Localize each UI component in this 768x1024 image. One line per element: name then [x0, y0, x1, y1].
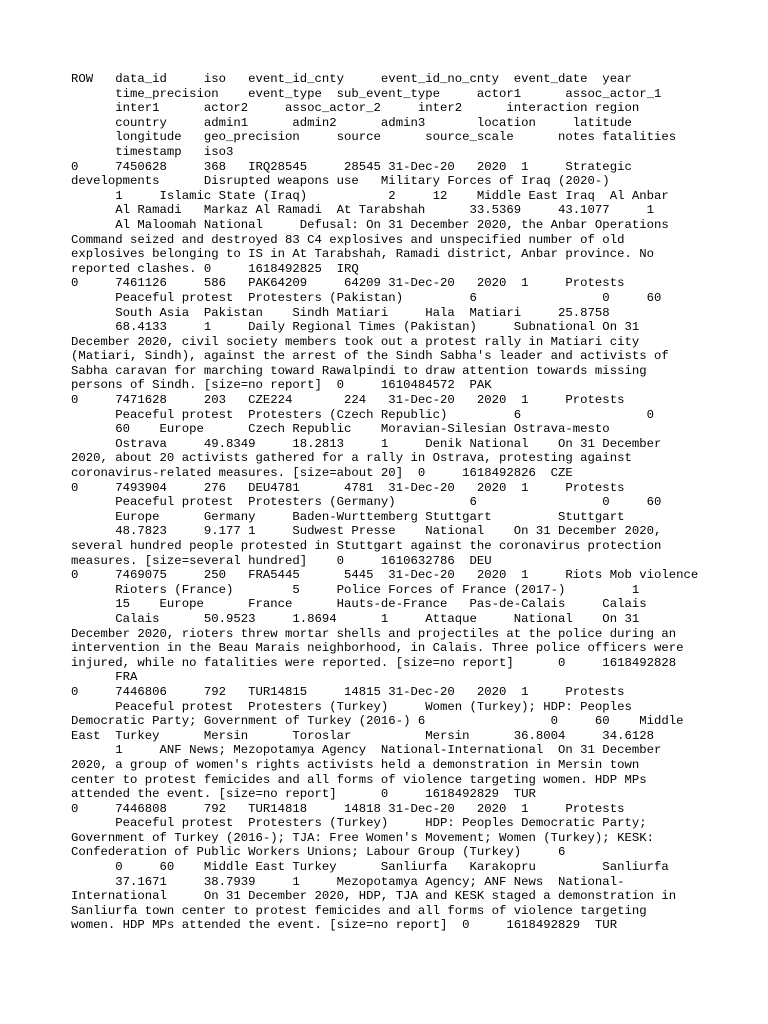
- text-line: East Turkey Mersin Toroslar Mersin 36.8004 34.6128: [71, 728, 654, 743]
- text-line: explosives belonging to IS in At Tarabshah, Ramadi district, Anbar province. No: [71, 247, 654, 262]
- text-line: several hundred people protested in Stuttgart against the coronavirus protection: [71, 539, 662, 553]
- text-line: Peaceful protest Protesters (Germany) 6 0 60: [71, 495, 662, 510]
- text-line: Peaceful protest Protesters (Pakistan) 6 0 60: [71, 290, 662, 305]
- text-line: December 2020, rioters threw mortar shells and projectiles at the police during an: [71, 626, 677, 641]
- text-line: Calais 50.9523 1.8694 1 Attaque National On 31: [71, 611, 640, 626]
- text-line: persons of Sindh. [size=no report] 0 1610484572 PAK: [71, 378, 492, 393]
- text-line: 0 7461126 586 PAK64209 64209 31-Dec-20 2020 1 Protests: [71, 276, 625, 291]
- text-line: 48.7823 9.177 1 Sudwest Presse National On 31 December 2020,: [71, 524, 662, 539]
- text-line: 2020, about 20 activists gathered for a rally in Ostrava, protesting against: [71, 451, 632, 466]
- text-line: Europe Germany Baden-Wurttemberg Stuttgart Stuttgart: [71, 509, 625, 524]
- text-line: Ostrava 49.8349 18.2813 1 Denik National On 31 December: [71, 436, 662, 451]
- text-line: 68.4133 1 Daily Regional Times (Pakistan) Subnational On 31: [71, 320, 640, 335]
- text-line: developments Disrupted weapons use Military Forces of Iraq (2020-): [71, 174, 610, 189]
- text-line: Peaceful protest Protesters (Turkey) Women (Turkey); HDP: Peoples: [71, 699, 632, 714]
- text-line: Al Maloomah National Defusal: On 31 December 2020, the Anbar Operations: [71, 217, 669, 232]
- text-line: Confederation of Public Workers Unions; Labour Group (Turkey) 6: [71, 845, 566, 860]
- text-line: 2020, a group of women's rights activists held a demonstration in Mersin town: [71, 757, 640, 772]
- text-line: Democratic Party; Government of Turkey (2016-) 6 0 60 Middle: [71, 714, 684, 729]
- text-line: timestamp iso3: [71, 144, 234, 159]
- text-line: 60 Europe Czech Republic Moravian-Silesian Ostrava-mesto: [71, 422, 610, 437]
- text-line: 15 Europe France Hauts-de-France Pas-de-Calais Calais: [71, 597, 647, 612]
- text-line: 0 7469075 250 FRA5445 5445 31-Dec-20 2020 1 Riots Mob violence: [71, 568, 699, 583]
- text-line: country admin1 admin2 admin3 location latitude: [71, 115, 632, 130]
- text-line: Rioters (France) 5 Police Forces of France (2017-) 1: [71, 582, 640, 597]
- text-line: attended the event. [size=no report] 0 1618492829 TUR: [71, 787, 536, 802]
- text-line: 1 ANF News; Mezopotamya Agency National-International On 31 December: [71, 743, 662, 758]
- text-line: time_precision event_type sub_event_type actor1 assoc_actor_1: [71, 86, 662, 101]
- document-body: [71, 72, 711, 933]
- text-line: Al Ramadi Markaz Al Ramadi At Tarabshah 33.5369 43.1077 1: [71, 203, 654, 218]
- text-line: FRA: [71, 670, 138, 685]
- text-line: injured, while no fatalities were reported. [size=no report] 0 1618492828: [71, 655, 677, 670]
- text-line: longitude geo_precision source source_scale notes fatalities: [71, 130, 677, 145]
- text-line: Peaceful protest Protesters (Turkey) HDP: Peoples Democratic Party;: [71, 816, 647, 831]
- text-line: (Matiari, Sindh), against the arrest of the Sindh Sabha's leader and activists of: [71, 349, 669, 364]
- text-line: 0 60 Middle East Turkey Sanliurfa Karakopru Sanliurfa: [71, 860, 669, 875]
- text-line: measures. [size=several hundred] 0 1610632786 DEU: [71, 553, 492, 568]
- text-line: 0 7471628 203 CZE224 224 31-Dec-20 2020 1 Protests: [71, 393, 625, 408]
- text-line: center to protest femicides and all forms of violence targeting women. HDP MPs: [71, 772, 647, 787]
- text-line: South Asia Pakistan Sindh Matiari Hala Matiari 25.8758: [71, 305, 610, 320]
- text-line: 37.1671 38.7939 1 Mezopotamya Agency; ANF News National-: [71, 874, 625, 889]
- text-line: ROW data_id iso event_id_cnty event_id_no_cnty event_date year: [71, 72, 632, 86]
- text-line: 1 Islamic State (Iraq) 2 12 Middle East Iraq Al Anbar: [71, 188, 669, 203]
- text-line: Peaceful protest Protesters (Czech Republic) 6 0: [71, 407, 654, 422]
- text-line: 0 7446806 792 TUR14815 14815 31-Dec-20 2020 1 Protests: [71, 684, 625, 699]
- text-line: Sabha caravan for marching toward Rawalpindi to draw attention towards missing: [71, 363, 647, 378]
- text-line: 0 7450628 368 IRQ28545 28545 31-Dec-20 2020 1 Strategic: [71, 159, 632, 174]
- text-line: intervention in the Beau Marais neighborhood, in Calais. Three police officers were: [71, 641, 684, 656]
- text-line: Command seized and destroyed 83 C4 explosives and unspecified number of old: [71, 232, 625, 247]
- text-line: Government of Turkey (2016-); TJA: Free Women's Movement; Women (Turkey); KESK:: [71, 830, 654, 845]
- text-line: inter1 actor2 assoc_actor_2 inter2 interaction region: [71, 101, 640, 116]
- text-line: reported clashes. 0 1618492825 IRQ: [71, 261, 359, 276]
- text-line: Sanliurfa town center to protest femicides and all forms of violence targeting: [71, 903, 647, 918]
- text-line: December 2020, civil society members took out a protest rally in Matiari city: [71, 334, 640, 349]
- text-line: International On 31 December 2020, HDP, TJA and KESK staged a demonstration in: [71, 889, 677, 904]
- text-line: coronavirus-related measures. [size=about 20] 0 1618492826 CZE: [71, 466, 573, 481]
- text-line: women. HDP MPs attended the event. [size=no report] 0 1618492829 TUR: [71, 918, 618, 933]
- text-line: 0 7446808 792 TUR14818 14818 31-Dec-20 2020 1 Protests: [71, 801, 625, 816]
- text-line: 0 7493904 276 DEU4781 4781 31-Dec-20 2020 1 Protests: [71, 480, 625, 495]
